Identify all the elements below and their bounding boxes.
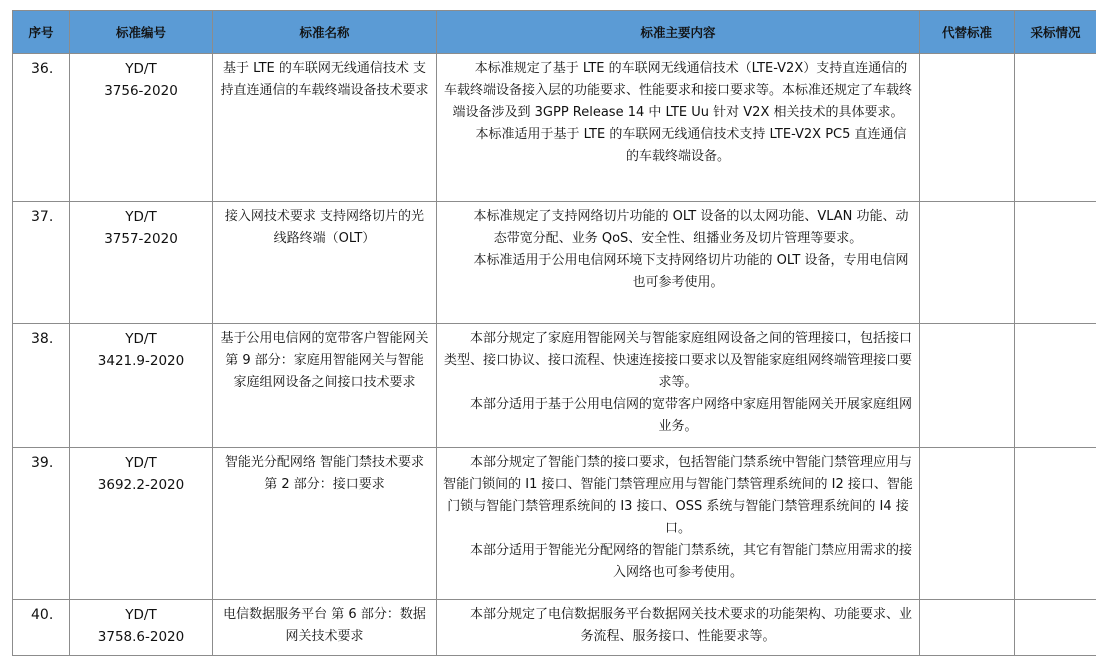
row-adopt bbox=[1015, 600, 1097, 656]
row-seq: 36. bbox=[13, 54, 70, 202]
code-number: 3756-2020 bbox=[104, 83, 178, 99]
row-name: 接入网技术要求 支持网络切片的光线路终端（OLT） bbox=[213, 202, 437, 324]
code-prefix: YD/T bbox=[125, 455, 157, 471]
row-content bbox=[437, 202, 920, 324]
header-adopt: 采标情况 bbox=[1015, 11, 1097, 54]
code-prefix: YD/T bbox=[125, 331, 157, 347]
row-code bbox=[70, 54, 213, 202]
row-name: 智能光分配网络 智能门禁技术要求 第 2 部分：接口要求 bbox=[213, 448, 437, 600]
content-paragraph: 本部分规定了智能门禁的接口要求，包括智能门禁系统中智能门禁管理应用与智能门锁间的 I1 接口、智能门禁管理应用与智能门禁管理系统间的 I2 接口、智能门锁与智能门禁管理系统间的 I3 接口、OSS 系统与智能门禁管理系统间的 I4 接口。 bbox=[443, 455, 913, 536]
table-row bbox=[13, 54, 1097, 202]
row-seq: 39. bbox=[13, 448, 70, 600]
code-prefix: YD/T bbox=[125, 607, 157, 623]
content-paragraph: 本部分适用于基于公用电信网的宽带客户网络中家庭用智能网关开展家庭组网业务。 bbox=[469, 397, 912, 434]
content-paragraph: 本部分规定了电信数据服务平台数据网关技术要求的功能架构、功能要求、业务流程、服务接口、性能要求等。 bbox=[469, 607, 912, 644]
row-content bbox=[437, 54, 920, 202]
row-replace bbox=[920, 324, 1015, 448]
standards-table-container bbox=[12, 10, 1096, 662]
row-seq: 38. bbox=[13, 324, 70, 448]
row-seq: 37. bbox=[13, 202, 70, 324]
row-code bbox=[70, 202, 213, 324]
header-content: 标准主要内容 bbox=[437, 11, 920, 54]
content-paragraph: 本部分规定了家庭用智能网关与智能家庭组网设备之间的管理接口，包括接口类型、接口协议、接口流程、快速连接接口要求以及智能家庭组网终端管理接口要求等。 bbox=[443, 331, 912, 390]
table-row bbox=[13, 324, 1097, 448]
row-content bbox=[437, 324, 920, 448]
row-adopt bbox=[1015, 202, 1097, 324]
row-code bbox=[70, 448, 213, 600]
table-header-row bbox=[13, 11, 1097, 54]
code-prefix: YD/T bbox=[125, 209, 157, 225]
row-seq: 40. bbox=[13, 600, 70, 656]
row-replace bbox=[920, 54, 1015, 202]
row-content bbox=[437, 448, 920, 600]
content-paragraph: 本部分适用于智能光分配网络的智能门禁系统，其它有智能门禁应用需求的接入网络也可参考使用。 bbox=[469, 543, 912, 580]
row-adopt bbox=[1015, 324, 1097, 448]
row-code bbox=[70, 600, 213, 656]
table-row bbox=[13, 202, 1097, 324]
code-number: 3421.9-2020 bbox=[97, 353, 185, 369]
content-paragraph: 本标准规定了基于 LTE 的车联网无线通信技术（LTE-V2X）支持直连通信的车载终端设备接入层的功能要求、性能要求和接口要求等。本标准还规定了车载终端设备涉及到 3GPP Release 14 中 LTE Uu 针对 V2X 相关技术的具体要求。 bbox=[443, 61, 912, 120]
code-prefix: YD/T bbox=[125, 61, 157, 77]
table-row bbox=[13, 448, 1097, 600]
code-number: 3758.6-2020 bbox=[97, 629, 185, 645]
header-code: 标准编号 bbox=[70, 11, 213, 54]
content-paragraph: 本标准适用于公用电信网环境下支持网络切片功能的 OLT 设备，专用电信网也可参考使用。 bbox=[473, 253, 909, 290]
row-adopt bbox=[1015, 54, 1097, 202]
header-name: 标准名称 bbox=[213, 11, 437, 54]
row-name: 电信数据服务平台 第 6 部分：数据网关技术要求 bbox=[213, 600, 437, 656]
row-code bbox=[70, 324, 213, 448]
row-replace bbox=[920, 448, 1015, 600]
header-seq: 序号 bbox=[13, 11, 70, 54]
table-row bbox=[13, 600, 1097, 656]
row-name: 基于公用电信网的宽带客户智能网关 第 9 部分：家庭用智能网关与智能家庭组网设备之间接口技术要求 bbox=[213, 324, 437, 448]
content-paragraph: 本标准适用于基于 LTE 的车联网无线通信技术支持 LTE-V2X PC5 直连通信的车载终端设备。 bbox=[475, 127, 907, 164]
row-content bbox=[437, 600, 920, 656]
row-replace bbox=[920, 202, 1015, 324]
code-number: 3757-2020 bbox=[104, 231, 178, 247]
row-adopt bbox=[1015, 448, 1097, 600]
header-replace: 代替标准 bbox=[920, 11, 1015, 54]
code-number: 3692.2-2020 bbox=[97, 477, 185, 493]
standards-table bbox=[12, 10, 1096, 656]
row-name: 基于 LTE 的车联网无线通信技术 支持直连通信的车载终端设备技术要求 bbox=[213, 54, 437, 202]
content-paragraph: 本标准规定了支持网络切片功能的 OLT 设备的以太网功能、VLAN 功能、动态带宽分配、业务 QoS、安全性、组播业务及切片管理等要求。 bbox=[473, 209, 909, 246]
row-replace bbox=[920, 600, 1015, 656]
